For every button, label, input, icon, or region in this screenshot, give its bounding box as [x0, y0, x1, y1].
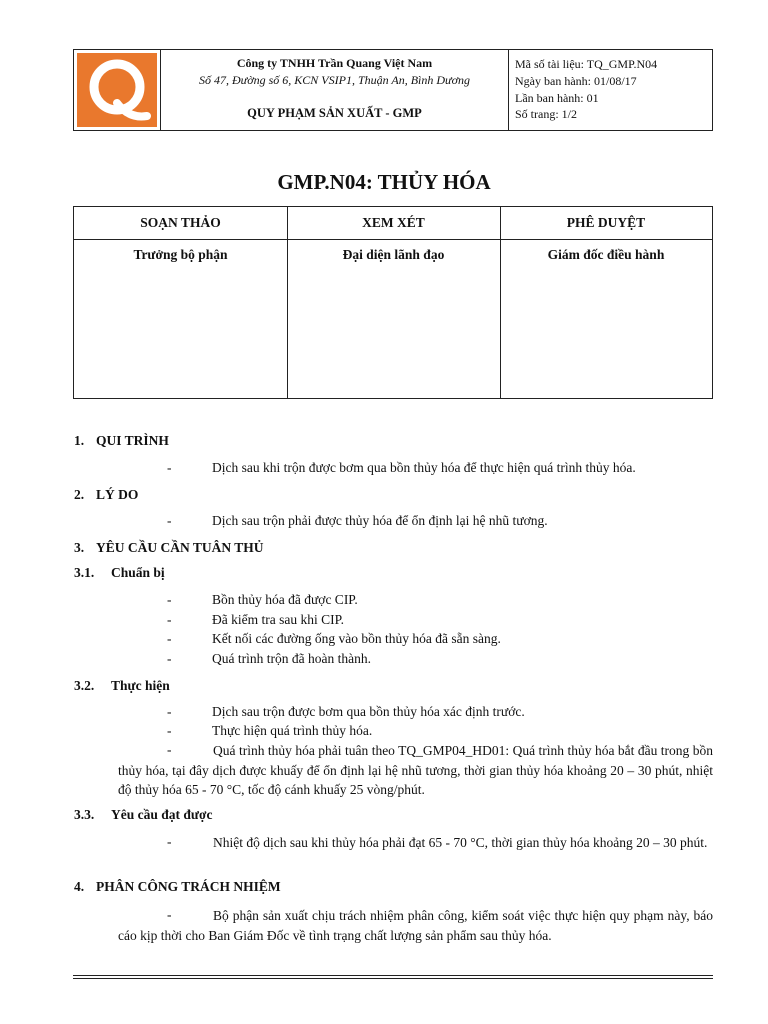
meta-doc-code: Mã số tài liệu: TQ_GMP.N04	[515, 57, 658, 71]
subsection-title: Thực hiện	[111, 678, 170, 693]
footer-rule	[73, 978, 713, 979]
company-logo	[77, 53, 157, 127]
bullet-dash: -	[167, 592, 172, 607]
list-item: Kết nối các đường ống vào bồn thủy hóa đã sẵn sàng.	[212, 631, 501, 646]
list-item: Dịch sau trộn được bơm qua bồn thủy hóa xác định trước.	[212, 704, 525, 719]
list-item: Dịch sau khi trộn được bơm qua bồn thủy hóa để thực hiện quá trình thủy hóa.	[212, 460, 636, 475]
approval-header-review: XEM XÉT	[362, 215, 425, 230]
subsection-heading	[74, 565, 165, 581]
section-heading	[74, 487, 138, 503]
document-type: QUY PHẠM SẢN XUẤT - GMP	[247, 106, 422, 120]
company-name: Công ty TNHH Trần Quang Việt Nam	[236, 56, 433, 70]
section-heading	[74, 540, 264, 556]
approval-role-review: Đại diện lãnh đạo	[342, 247, 445, 262]
section-title: QUI TRÌNH	[96, 433, 169, 448]
subsection-title: Yêu cầu đạt được	[111, 807, 213, 822]
section-title: LÝ DO	[96, 487, 139, 502]
approval-header-approve: PHÊ DUYỆT	[566, 215, 646, 230]
footer-rule	[73, 975, 713, 976]
section-heading	[74, 433, 169, 449]
list-item: Dịch sau trộn phải được thủy hóa để ổn định lại hệ nhũ tương.	[212, 513, 548, 528]
logo-cell	[74, 50, 161, 130]
bullet-dash: -	[167, 907, 172, 922]
bullet-dash: -	[167, 704, 172, 719]
list-item: Bồn thủy hóa đã được CIP.	[212, 592, 358, 607]
section-number: 1.	[74, 433, 85, 448]
meta-issue-number: Lần ban hành: 01	[515, 91, 599, 105]
bullet-dash: -	[167, 651, 172, 666]
subsection-heading	[74, 678, 170, 694]
bullet-dash: -	[167, 460, 172, 475]
subsection-number: 3.3.	[74, 807, 95, 822]
list-item: Đã kiểm tra sau khi CIP.	[212, 612, 344, 627]
subsection-title: Chuẩn bị	[111, 565, 165, 580]
list-item: Thực hiện quá trình thủy hóa.	[212, 723, 373, 738]
company-cell	[161, 50, 509, 130]
section-heading	[74, 879, 281, 895]
section-title: PHÂN CÔNG TRÁCH NHIỆM	[96, 879, 281, 894]
subsection-heading	[74, 807, 212, 823]
subsection-number: 3.1.	[74, 565, 95, 580]
section-number: 4.	[74, 879, 85, 894]
bullet-dash: -	[167, 631, 172, 646]
list-item: Quá trình trộn đã hoàn thành.	[212, 651, 371, 666]
approval-table	[73, 206, 713, 399]
approval-header-draft: SOẠN THẢO	[140, 215, 221, 230]
bullet-dash: -	[167, 612, 172, 627]
company-address: Số 47, Đường số 6, KCN VSIP1, Thuận An, Bình Dương	[198, 73, 471, 87]
paragraph: Bộ phận sản xuất chịu trách nhiệm phân công, kiểm soát việc thực hiện quy phạm này, báo cáo kịp thời cho Ban Giám Đốc về tình trạng chất lượng sản phẩm sau thủy hóa.	[118, 908, 713, 943]
subsection-number: 3.2.	[74, 678, 95, 693]
document-meta	[509, 50, 712, 130]
q-logo-icon	[77, 53, 157, 127]
bullet-dash: -	[167, 723, 172, 738]
approval-role-approve: Giám đốc điều hành	[547, 247, 665, 262]
section-number: 2.	[74, 487, 85, 502]
approval-role-draft: Trưởng bộ phận	[133, 247, 228, 262]
meta-page-number: Số trang: 1/2	[515, 107, 577, 121]
document-title: GMP.N04: THỦY HÓA	[277, 170, 491, 194]
paragraph: Nhiệt độ dịch sau khi thủy hóa phải đạt 65 - 70 °C, thời gian thủy hóa khoảng 20 – 30 phút.	[213, 835, 708, 850]
section-title: YÊU CẦU CẦN TUÂN THỦ	[96, 540, 264, 555]
bullet-dash: -	[167, 742, 172, 757]
meta-issue-date: Ngày ban hành: 01/08/17	[515, 74, 637, 88]
document-header	[73, 49, 713, 131]
bullet-dash: -	[167, 513, 172, 528]
section-number: 3.	[74, 540, 85, 555]
paragraph: Quá trình thủy hóa phải tuân theo TQ_GMP04_HD01: Quá trình thủy hóa bắt đầu trong bồn thủy hóa, tại đây dịch được khuấy để ổn định lại hệ nhũ tương, thời gian thủy hóa khoảng 20 – 30 phút, nhiệt độ thủy hóa 65 - 70 °C, tốc độ cánh khuấy 25 vòng/phút.	[118, 743, 713, 797]
approval-divider	[287, 207, 288, 398]
approval-divider	[500, 207, 501, 398]
bullet-dash: -	[167, 834, 172, 849]
